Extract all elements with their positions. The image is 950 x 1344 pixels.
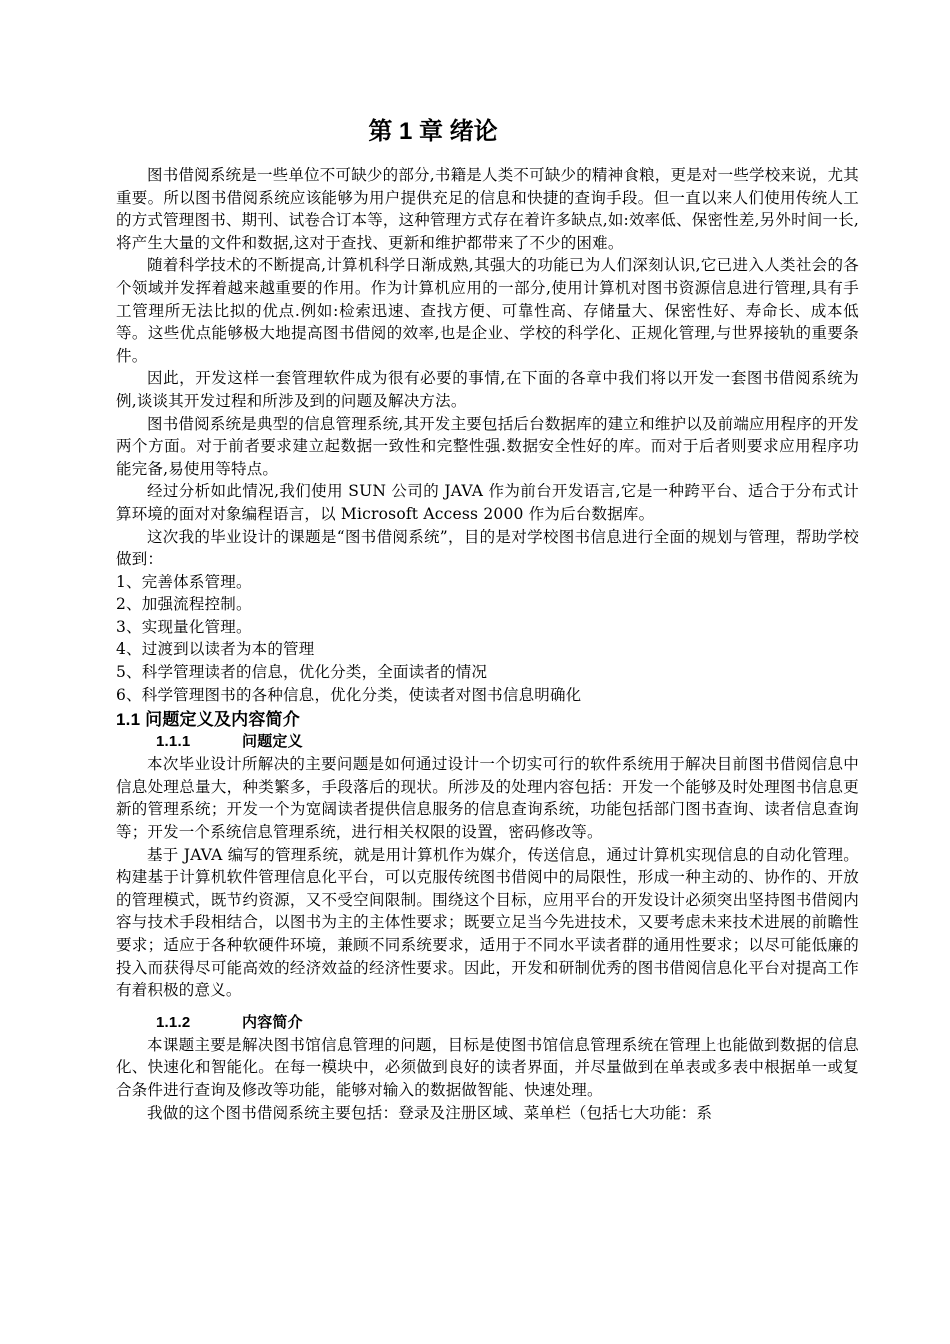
intro-paragraph-6: 这次我的毕业设计的课题是“图书借阅系统”，目的是对学校图书信息进行全面的规划与管理，帮助学校做到： (116, 527, 859, 569)
subsection-number: 1.1.2 (156, 1013, 191, 1031)
goal-item-2: 2、加强流程控制。 (116, 595, 252, 614)
subsection-title: 内容简介 (242, 1013, 303, 1031)
chapter-body (116, 164, 859, 1124)
content-intro-paragraph-1: 本课题主要是解决图书馆信息管理的问题，目标是使图书馆信息管理系统在管理上也能做到数据的信息化、快速化和智能化。在每一模块中，必须做到良好的读者界面，并尽量做到在单表或多表中根据单一或复合条件进行查询及修改等功能，能够对输入的数据做智能、快速处理。 (116, 1035, 859, 1099)
subsection-heading-1-1-2 (116, 1012, 859, 1034)
goal-item-1: 1、完善体系管理。 (116, 572, 252, 591)
intro-paragraph-5: 经过分析如此情况,我们使用 SUN 公司的 JAVA 作为前台开发语言,它是一种跨平台、适合于分布式计算环境的面对对象编程语言，以 Microsoft Access 2000 作为后台数据库。 (116, 482, 859, 523)
subsection-heading-1-1-1 (116, 731, 859, 753)
content-intro-paragraph-2: 我做的这个图书借阅系统主要包括：登录及注册区域、菜单栏（包括七大功能：系 (147, 1103, 713, 1122)
goal-item-4: 4、过渡到以读者为本的管理 (116, 640, 315, 659)
goal-item-5: 5、科学管理读者的信息，优化分类，全面读者的情况 (116, 663, 488, 682)
problem-definition-paragraph-2: 基于 JAVA 编写的管理系统，就是用计算机作为媒介，传送信息，通过计算机实现信息的自动化管理。构建基于计算机软件管理信息化平台，可以克服传统图书借阅中的局限性，形成一种主动的、协作的、开放的管理模式，既节约资源，又不受空间限制。围绕这个目标，应用平台的开发设计必须突出坚持图书借阅内容与技术手段相结合，以图书为主的主体性要求；既要立足当今先进技术，又要考虑未来技术进展的前瞻性要求；适应于各种软硬件环境，兼顾不同系统要求，适用于不同水平读者群的通用性要求；以尽可能低廉的投入而获得尽可能高效的经济效益的经济性要求。因此，开发和研制优秀的图书借阅信息化平台对提高工作有着积极的意义。 (116, 845, 859, 1000)
intro-paragraph-2: 随着科学技术的不断提高,计算机科学日渐成熟,其强大的功能已为人们深刻认识,它已进入人类社会的各个领域并发挥着越来越重要的作用。作为计算机应用的一部分,使用计算机对图书资源信息进行管理,具有手工管理所无法比拟的优点.例如:检索迅速、查找方便、可靠性高、存储量大、保密性好、寿命长、成本低等。这些优点能够极大地提高图书借阅的效率,也是企业、学校的科学化、正规化管理,与世界接轨的重要条件。 (116, 256, 859, 365)
intro-paragraph-1: 图书借阅系统是一些单位不可缺少的部分,书籍是人类不可缺少的精神食粮，更是对一些学校来说，尤其重要。所以图书借阅系统应该能够为用户提供充足的信息和快捷的查询手段。但一直以来人们使用传统人工的方式管理图书、期刊、试卷合订本等，这种管理方式存在着许多缺点,如:效率低、保密性差,另外时间一长,将产生大量的文件和数据,这对于查找、更新和维护都带来了不少的困难。 (116, 166, 860, 252)
chapter-title: 第 1 章 绪论 (368, 118, 498, 145)
subsection-number: 1.1.1 (156, 733, 191, 751)
subsection-title: 问题定义 (242, 733, 303, 751)
goal-item-3: 3、实现量化管理。 (116, 617, 252, 636)
intro-paragraph-4: 图书借阅系统是典型的信息管理系统,其开发主要包括后台数据库的建立和维护以及前端应用程序的开发两个方面。对于前者要求建立起数据一致性和完整性强.数据安全性好的库。而对于后者则要求应用程序功能完备,易使用等特点。 (116, 414, 859, 478)
section-heading-1-1: 1.1 问题定义及内容简介 (116, 710, 300, 730)
problem-definition-paragraph-1: 本次毕业设计所解决的主要问题是如何通过设计一个切实可行的软件系统用于解决目前图书借阅信息中信息处理总量大，种类繁多，手段落后的现状。所涉及的处理内容包括：开发一个能够及时处理图书信息更新的管理系统；开发一个为宽阔读者提供信息服务的信息查询系统，功能包括部门图书查询、读者信息查询等；开发一个系统信息管理系统，进行相关权限的设置，密码修改等。 (116, 755, 859, 842)
goal-item-6: 6、科学管理图书的各种信息，优化分类，使读者对图书信息明确化 (116, 685, 582, 704)
intro-paragraph-3: 因此，开发这样一套管理软件成为很有必要的事情,在下面的各章中我们将以开发一套图书借阅系统为例,谈谈其开发过程和所涉及到的问题及解决方法。 (116, 369, 859, 410)
